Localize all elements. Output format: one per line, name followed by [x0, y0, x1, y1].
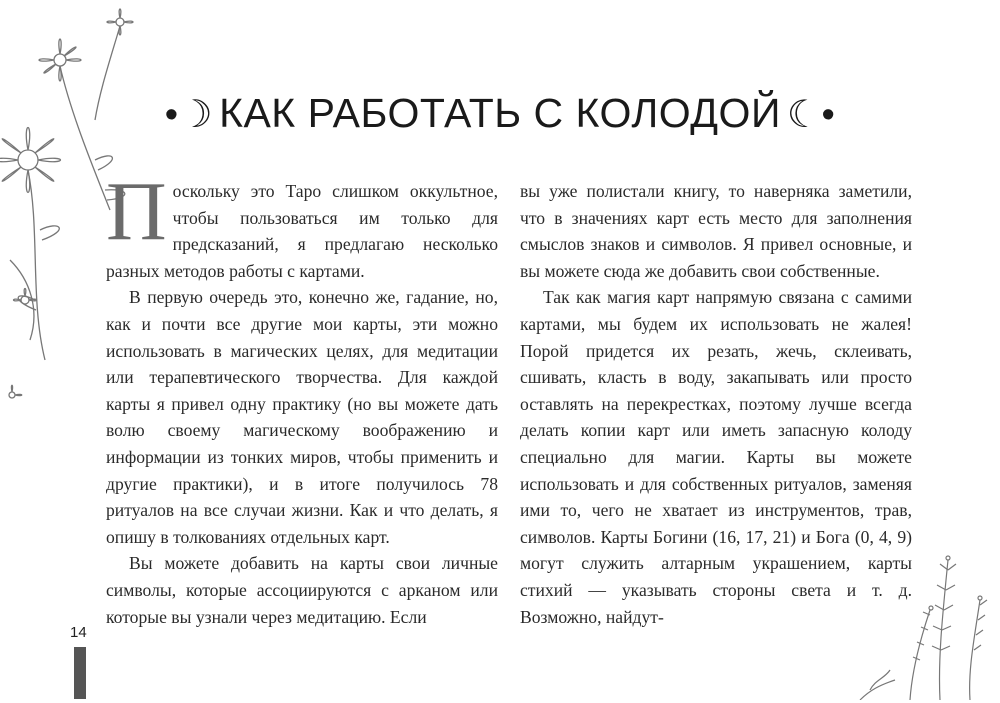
moon-ornament-right-icon: ☾• [786, 94, 836, 136]
drop-cap: П [106, 165, 167, 258]
right-column [520, 178, 912, 630]
left-paragraph-3: Вы можете добавить на карты свои личные символы, которые ассоциируются с арканом или которые вы узнали через медитацию. Если [106, 553, 498, 627]
right-paragraph-1: вы уже полистали книгу, то наверняка заметили, что в значениях карт есть место для заполнения смыслов знаков и символов. Я привел основные, и вы можете сюда же добавить свои собственные. [520, 181, 912, 281]
left-paragraph-1 [106, 165, 498, 284]
left-column [106, 165, 498, 630]
right-paragraph-2: Так как магия карт напрямую связана с самими картами, мы будем их использовать не жалея! Порой придется их резать, жечь, склеивать, сшивать, класть в воду, закапывать или просто оставлять на перекрестках, поэтому лучше всегда делать копии карт или иметь запасную колоду специально для магии. Карты вы можете использовать и для собственных ритуалов, заменяя ими то, чего не хватает из инструментов, трав, символов. Карты Богини (16, 17, 21) и Бога (0, 4, 9) могут служить алтарным украшением, карты стихий — указывать стороны света и т. д. Возможно, найдут- [520, 287, 912, 627]
left-paragraph-2: В первую очередь это, конечно же, гадание, но, как и почти все другие мои карты, эти можно использовать в магических целях, для медитации или терапевтического творчества. Для каждой карты я привел одну практику (но вы можете дать волю своему магическому воображению и информации из тонких миров, чтобы применить и другие практики), и в итоге получилось 78 ритуалов на все случаи жизни. Как и что делать, я опишу в толкованиях отдельных карт. [106, 287, 498, 547]
page-marker-bar [74, 647, 86, 699]
left-paragraph-1-text: оскольку это Таро слишком оккультное, чтобы пользоваться им только для предсказаний, я предлагаю несколько разных методов работы с картами. [106, 181, 498, 281]
moon-ornament-left-icon: •☽ [164, 94, 214, 136]
page-title [0, 90, 1000, 137]
title-text: КАК РАБОТАТЬ С КОЛОДОЙ [219, 90, 781, 136]
page-number: 14 [70, 624, 87, 641]
